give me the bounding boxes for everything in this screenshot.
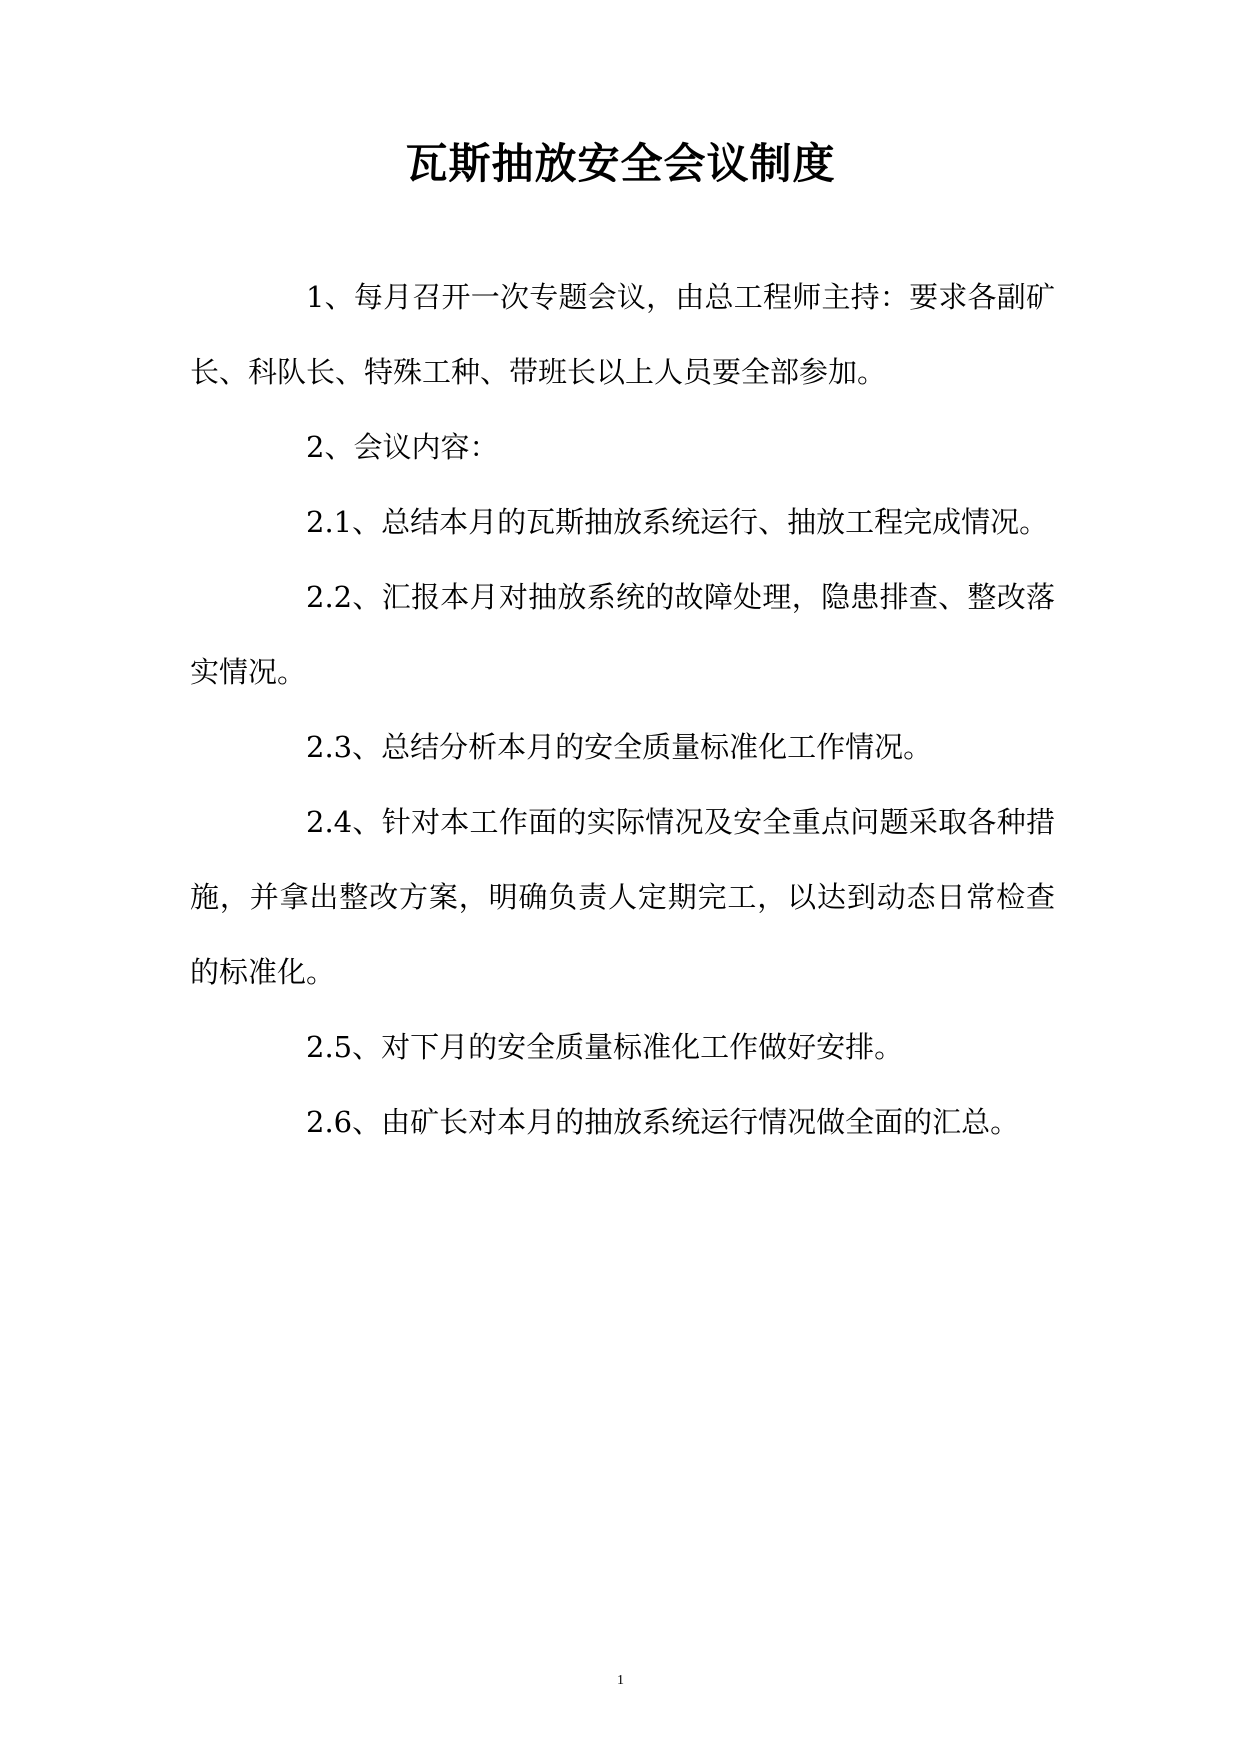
paragraph-2-4: 2.4、针对本工作面的实际情况及安全重点问题采取各种措施，并拿出整改方案，明确负责人定期完工，以达到动态日常检查的标准化。 bbox=[190, 805, 1055, 989]
document-body bbox=[190, 260, 1055, 1160]
paragraph-2-3: 2.3、总结分析本月的安全质量标准化工作情况。 bbox=[306, 730, 933, 764]
paragraph-2-5: 2.5、对下月的安全质量标准化工作做好安排。 bbox=[306, 1030, 904, 1064]
paragraph-2: 2、会议内容： bbox=[306, 430, 499, 464]
paragraph-2-6: 2.6、由矿长对本月的抽放系统运行情况做全面的汇总。 bbox=[306, 1105, 1020, 1139]
page-number: 1 bbox=[617, 1673, 624, 1688]
paragraph-2-1: 2.1、总结本月的瓦斯抽放系统运行、抽放工程完成情况。 bbox=[306, 505, 1049, 539]
document-title: 瓦斯抽放安全会议制度 bbox=[405, 139, 836, 188]
paragraph-2-2: 2.2、汇报本月对抽放系统的故障处理，隐患排查、整改落实情况。 bbox=[190, 580, 1055, 689]
paragraph-1: 1、每月召开一次专题会议，由总工程师主持：要求各副矿长、科队长、特殊工种、带班长以上人员要全部参加。 bbox=[190, 280, 1055, 389]
